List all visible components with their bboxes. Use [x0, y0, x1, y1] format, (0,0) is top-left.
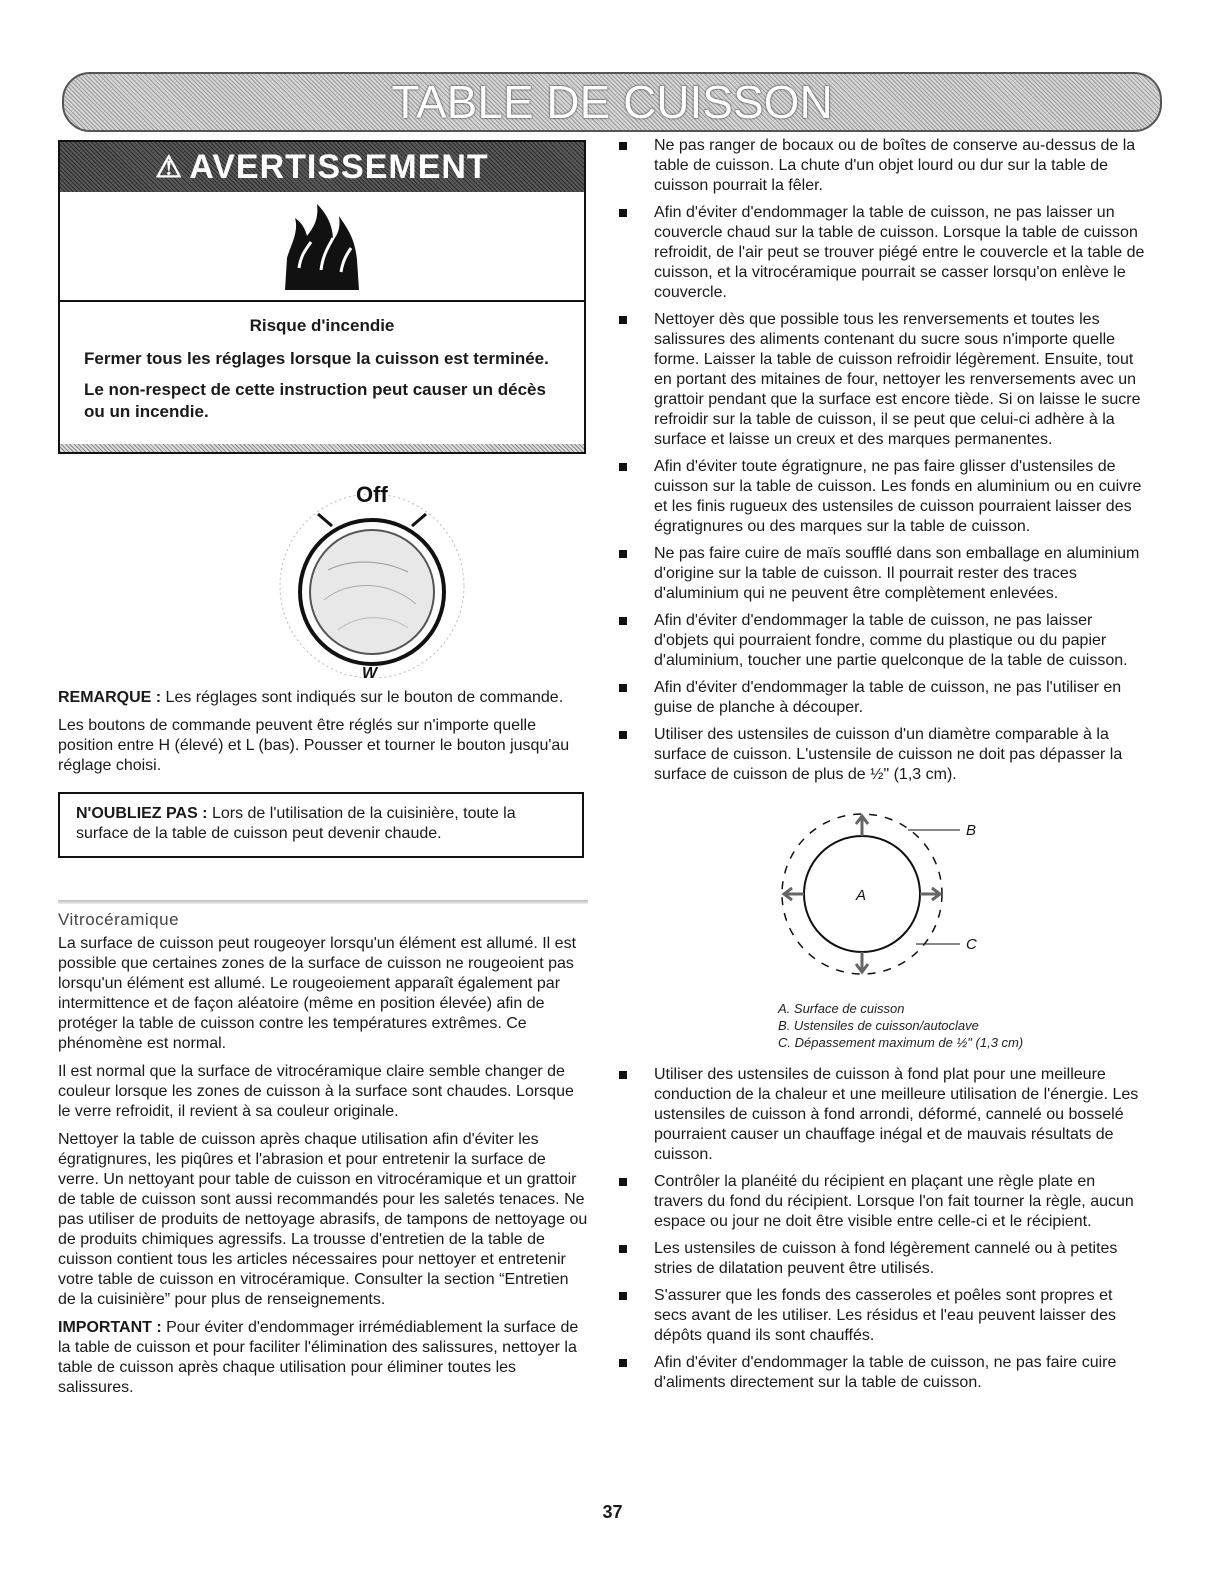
control-knob-illustration — [258, 480, 498, 678]
list-item: Ne pas faire cuire de maïs soufflé dans son emballage en aluminium d'origine sur la table de cuisson. Il pourrait rester des traces d'aluminium qui ne peuvent être complètement enlevées. — [618, 544, 1146, 604]
bullet-list-bottom — [618, 1065, 1146, 1393]
remarque-paragraph — [58, 688, 588, 708]
warning-icon-area — [60, 192, 584, 302]
right-column — [618, 136, 1146, 1400]
list-item: Afin d'éviter d'endommager la table de cuisson, ne pas laisser un couvercle chaud sur la table de cuisson. Lorsque la table de cuisson refroidit, de l'air peut se trouver piégé entre le couvercle et la table de cuisson, et la vitrocéramique pourrait se casser lorsqu'on enlève le couvercle. — [618, 203, 1146, 303]
warning-box — [58, 140, 586, 454]
warning-triangle-icon: ⚠ — [155, 150, 184, 184]
reminder-box — [58, 792, 584, 858]
caption-line: A. Surface de cuisson — [778, 1001, 905, 1016]
page-title: TABLE DE CUISSON — [391, 76, 833, 128]
important-text: Pour éviter d'endommager irrémédiablement la surface de la table de cuisson et pour faciliter l'élimination des salissures, nettoyer la table de cuisson après chaque utilisation pour éliminer toutes les salissures. — [58, 1318, 579, 1396]
warning-body — [60, 302, 584, 444]
section-divider — [58, 900, 588, 904]
section-title-vitroceramique: Vitrocéramique — [58, 909, 180, 929]
cookware-overhang-diagram — [766, 802, 1006, 1002]
knob-figure — [58, 480, 588, 678]
cookware-diagram — [618, 792, 1146, 1000]
fire-icon — [277, 198, 367, 294]
warning-header — [60, 142, 584, 192]
remarque-text: Les réglages sont indiqués sur le bouton de commande. — [161, 688, 564, 706]
list-item: Afin d'éviter d'endommager la table de cuisson, ne pas laisser d'objets qui pourraient fondre, comme du plastique ou du papier d'aluminium, toucher une partie quelconque de la table de cuisson. — [618, 611, 1146, 671]
list-item: Ne pas ranger de bocaux ou de boîtes de conserve au-dessus de la table de cuisson. La chute d'un objet lourd ou dur sur la table de cuisson pourrait la fêler. — [618, 136, 1146, 196]
reminder-label: N'OUBLIEZ PAS : — [76, 804, 208, 822]
list-item: Afin d'éviter toute égratignure, ne pas faire glisser d'ustensiles de cuisson sur la table de cuisson. Les fonds en aluminium ou en cuivre et les finis rugueux des ustensiles de cuisson pourraient laisser des égratignures ou des marques sur la table de cuisson. — [618, 457, 1146, 537]
diagram-caption — [778, 1000, 1146, 1051]
knob-off-label: Off — [356, 481, 388, 507]
warning-stripe — [60, 444, 584, 452]
diagram-label-a: A — [856, 887, 867, 904]
list-item: Afin d'éviter d'endommager la table de cuisson, ne pas faire cuire d'aliments directement sur la table de cuisson. — [618, 1353, 1146, 1393]
knob-paragraph: Les boutons de commande peuvent être réglés sur n'importe quelle position entre H (élevé) et L (bas). Pousser et tourner le bouton jusqu'au réglage choisi. — [58, 716, 570, 774]
section-banner — [62, 72, 1162, 132]
left-column — [58, 140, 588, 1406]
caption-line: B. Ustensiles de cuisson/autoclave — [778, 1018, 979, 1033]
hazard-label: Risque d'incendie — [249, 316, 395, 335]
caption-line: C. Dépassement maximum de ½" (1,3 cm) — [778, 1035, 1024, 1050]
important-paragraph — [58, 1318, 588, 1398]
diagram-label-c: C — [966, 936, 977, 953]
list-item: Utiliser des ustensiles de cuisson à fond plat pour une meilleure conduction de la chaleur et une meilleure utilisation de l'énergie. Les ustensiles de cuisson à fond arrondi, déformé, cannelé ou bosselé pourraient causer un chauffage inégal et de mauvais résultats de cuisson. — [618, 1065, 1146, 1165]
list-item: S'assurer que les fonds des casseroles et poêles sont propres et secs avant de les utiliser. Les résidus et l'eau peuvent laisser des dépôts quand ils sont chauffés. — [618, 1286, 1146, 1346]
list-item: Nettoyer dès que possible tous les renversements et toutes les salissures des aliments contenant du sucre sous n'importe quelle forme. Laisser la table de cuisson refroidir légèrement. Ensuite, tout en portant des mitaines de four, nettoyer les renversements avec un grattoir pendant que la surface est encore tiède. Si on laisse le sucre refroidir sur la table de cuisson, il se peut que celui-ci adhère à la surface et laisse un creux et des marques permanentes. — [618, 310, 1146, 450]
paragraph-rougeoiement: La surface de cuisson peut rougeoyer lorsqu'un élément est allumé. Il est possible que certaines zones de la surface de cuisson ne rougeoient pas lorsqu'un élément est allumé. Le rougeoiement apparaît également par intermittence et de façon aléatoire (même en position élevée) afin de protéger la table de cuisson contre les températures extrêmes. Ce phénomène est normal. — [58, 934, 577, 1052]
knob-bottom-label: W — [362, 664, 378, 678]
reminder-text: Lors de l'utilisation de la cuisinière, toute la surface de la table de cuisson peut devenir chaude. — [76, 804, 516, 842]
bullet-list-top — [618, 136, 1146, 785]
diagram-label-b: B — [966, 822, 977, 839]
warning-line-2: Le non-respect de cette instruction peut causer un décès ou un incendie. — [84, 380, 546, 421]
list-item: Utiliser des ustensiles de cuisson d'un diamètre comparable à la surface de cuisson. L'ustensile de cuisson ne doit pas dépasser la surface de cuisson de plus de ½" (1,3 cm). — [618, 725, 1146, 785]
list-item: Contrôler la planéité du récipient en plaçant une règle plate en travers du fond du récipient. Lorsque l'on fait tourner la règle, aucun espace ou jour ne doit être visible entre celle-ci et le récipient. — [618, 1172, 1146, 1232]
warning-title: AVERTISSEMENT — [189, 147, 489, 186]
paragraph-couleur: Il est normal que la surface de vitrocéramique claire semble changer de couleur lorsque les zones de cuisson à la surface sont chaudes. Lorsque le verre refroidit, il revient à sa couleur originale. — [58, 1062, 574, 1120]
paragraph-nettoyage: Nettoyer la table de cuisson après chaque utilisation afin d'éviter les égratignures, les piqûres et l'abrasion et pour entretenir la surface de verre. Un nettoyant pour table de cuisson en vitrocéramique et un grattoir de table de cuisson sont aussi recommandés pour les saletés tenaces. Ne pas utiliser de produits de nettoyage abrasifs, de tampons de nettoyage ou de produits chimiques agressifs. La trousse d'entretien de la table de cuisson contient tous les articles nécessaires pour nettoyer et entretenir votre table de cuisson en vitrocéramique. Consulter la section “Entretien de la cuisinière” pour plus de renseignements. — [58, 1130, 588, 1308]
list-item: Afin d'éviter d'endommager la table de cuisson, ne pas l'utiliser en guise de planche à découper. — [618, 678, 1146, 718]
warning-line-1: Fermer tous les réglages lorsque la cuisson est terminée. — [84, 349, 549, 368]
list-item: Les ustensiles de cuisson à fond légèrement cannelé ou à petites stries de dilatation peuvent être utilisés. — [618, 1239, 1146, 1279]
important-label: IMPORTANT : — [58, 1318, 162, 1336]
page-number: 37 — [602, 1502, 623, 1522]
remarque-label: REMARQUE : — [58, 688, 162, 706]
